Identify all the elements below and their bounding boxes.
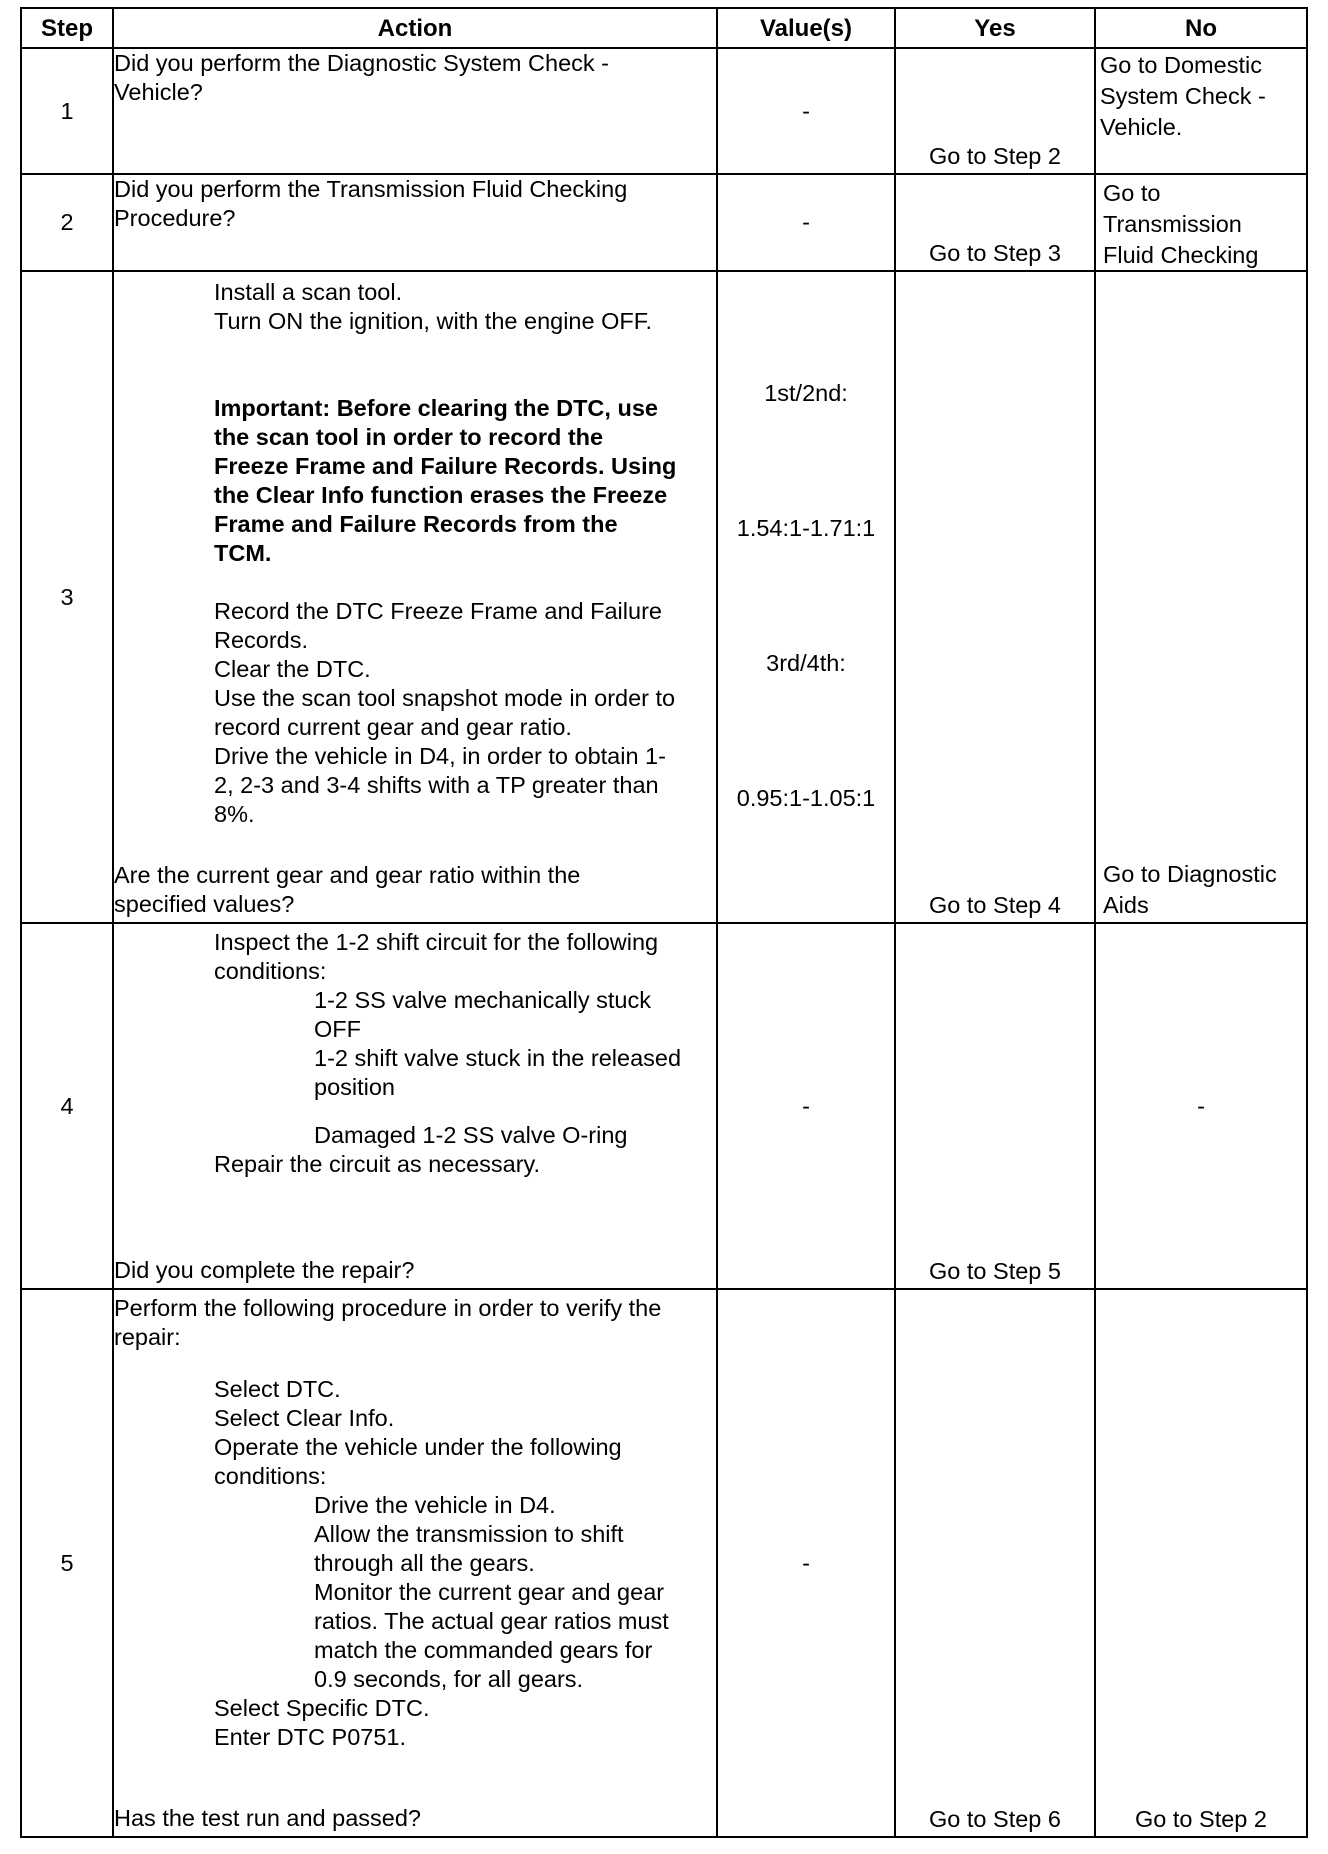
important-text: TCM.: [214, 540, 272, 566]
action-step: conditions:: [214, 958, 327, 984]
action-text: Procedure?: [114, 205, 236, 231]
condition: through all the gears.: [314, 1550, 535, 1576]
action-question: specified values?: [114, 891, 295, 917]
action-text: repair:: [114, 1324, 181, 1350]
yes-cell: [895, 174, 1095, 271]
table-row-step-2: [21, 174, 1307, 271]
table-row-step-5: [21, 1289, 1307, 1837]
header-step: Step: [21, 8, 113, 48]
action-cell: [113, 48, 717, 174]
action-text: Perform the following procedure in order to verify the: [114, 1295, 662, 1321]
important-text: Important: Before clearing the DTC, use: [214, 395, 658, 421]
step-number: 2: [21, 174, 113, 271]
important-text: Freeze Frame and Failure Records. Using: [214, 453, 677, 479]
step-number: 4: [21, 923, 113, 1289]
no-text: System Check -: [1100, 83, 1266, 109]
action-step: Use the scan tool snapshot mode in order to: [214, 685, 676, 711]
action-cell: [113, 923, 717, 1289]
value-cell: -: [717, 174, 895, 271]
no-cell: -: [1095, 923, 1307, 1289]
diagnostic-table: [20, 7, 1308, 1838]
no-link[interactable]: [1096, 858, 1306, 922]
action-step: conditions:: [214, 1463, 327, 1489]
yes-cell: [895, 271, 1095, 923]
value-cell: -: [717, 923, 895, 1289]
no-cell: [1095, 271, 1307, 923]
header-action: Action: [113, 8, 717, 48]
value-range: 0.95:1-1.05:1: [736, 785, 876, 811]
action-cell: [113, 271, 717, 923]
condition: ratios. The actual gear ratios must: [314, 1608, 669, 1634]
header-no: No: [1095, 8, 1307, 48]
condition: Monitor the current gear and gear: [314, 1579, 665, 1605]
action-text: Did you perform the Diagnostic System Check -: [114, 50, 609, 76]
action-step: Select DTC.: [214, 1376, 341, 1402]
no-text: Go to Domestic: [1100, 52, 1262, 78]
action-step: 8%.: [214, 801, 255, 827]
condition: Damaged 1-2 SS valve O-ring: [314, 1122, 628, 1148]
action-cell: [113, 1289, 717, 1837]
action-step: Records.: [214, 627, 309, 653]
value-label: 3rd/4th:: [766, 650, 846, 676]
condition: Drive the vehicle in D4.: [314, 1492, 556, 1518]
no-cell: [1095, 174, 1307, 271]
no-text: Vehicle.: [1100, 114, 1183, 140]
value-cell: -: [717, 1289, 895, 1837]
action-step: Install a scan tool.: [214, 279, 403, 305]
condition: 1-2 shift valve stuck in the released: [314, 1045, 682, 1071]
condition: Allow the transmission to shift: [314, 1521, 624, 1547]
yes-cell: [895, 923, 1095, 1289]
value-cell: -: [717, 48, 895, 174]
action-step: Select Specific DTC.: [214, 1695, 430, 1721]
step-number: 1: [21, 48, 113, 174]
yes-cell: [895, 48, 1095, 174]
no-link[interactable]: [1096, 49, 1306, 142]
no-link[interactable]: Go to Step 2: [1135, 1806, 1267, 1832]
important-text: Frame and Failure Records from the: [214, 511, 618, 537]
header-row: [21, 8, 1307, 48]
condition: position: [314, 1074, 395, 1100]
action-text: Did you perform the Transmission Fluid Checking: [114, 176, 628, 202]
value-cell: [717, 271, 895, 923]
no-text: Transmission: [1103, 211, 1242, 237]
condition: 1-2 SS valve mechanically stuck: [314, 987, 651, 1013]
no-text: Go to: [1103, 180, 1161, 206]
important-text: the Clear Info function erases the Freeze: [214, 482, 668, 508]
action-cell: [113, 174, 717, 271]
no-text: Aids: [1103, 892, 1149, 918]
condition: match the commanded gears for: [314, 1637, 653, 1663]
action-step: Record the DTC Freeze Frame and Failure: [214, 598, 662, 624]
yes-cell: [895, 1289, 1095, 1837]
value-label: 1st/2nd:: [764, 380, 848, 406]
value-range: 1.54:1-1.71:1: [736, 515, 876, 541]
yes-link[interactable]: Go to Step 6: [929, 1806, 1061, 1832]
table-row-step-4: [21, 923, 1307, 1289]
action-step: 2, 2-3 and 3-4 shifts with a TP greater than: [214, 772, 659, 798]
no-link[interactable]: [1096, 175, 1306, 270]
action-step: Repair the circuit as necessary.: [214, 1151, 541, 1177]
condition: OFF: [314, 1016, 361, 1042]
table-row-step-1: [21, 48, 1307, 174]
action-question: Has the test run and passed?: [114, 1805, 422, 1831]
no-cell: [1095, 48, 1307, 174]
important-text: the scan tool in order to record the: [214, 424, 604, 450]
action-step: Drive the vehicle in D4, in order to obtain 1-: [214, 743, 666, 769]
action-question: Did you complete the repair?: [114, 1257, 415, 1283]
step-number: 5: [21, 1289, 113, 1837]
action-step: Operate the vehicle under the following: [214, 1434, 622, 1460]
yes-link[interactable]: Go to Step 5: [929, 1258, 1061, 1284]
no-text: Fluid Checking: [1103, 242, 1259, 268]
important-note: [114, 394, 710, 568]
no-text: Go to Diagnostic: [1103, 861, 1277, 887]
action-step: Turn ON the ignition, with the engine OFF.: [214, 308, 653, 334]
action-step: Clear the DTC.: [214, 656, 371, 682]
table-row-step-3: [21, 271, 1307, 923]
action-question: Are the current gear and gear ratio within the: [114, 862, 581, 888]
step-number: 3: [21, 271, 113, 923]
header-yes: Yes: [895, 8, 1095, 48]
yes-link[interactable]: Go to Step 4: [929, 892, 1061, 918]
no-cell: [1095, 1289, 1307, 1837]
yes-link[interactable]: Go to Step 2: [929, 143, 1061, 169]
yes-link[interactable]: Go to Step 3: [929, 240, 1061, 266]
condition: 0.9 seconds, for all gears.: [314, 1666, 584, 1692]
action-text: Vehicle?: [114, 79, 203, 105]
header-values: Value(s): [717, 8, 895, 48]
action-step: Inspect the 1-2 shift circuit for the following: [214, 929, 659, 955]
action-step: record current gear and gear ratio.: [214, 714, 572, 740]
action-step: Select Clear Info.: [214, 1405, 395, 1431]
action-step: Enter DTC P0751.: [214, 1724, 407, 1750]
